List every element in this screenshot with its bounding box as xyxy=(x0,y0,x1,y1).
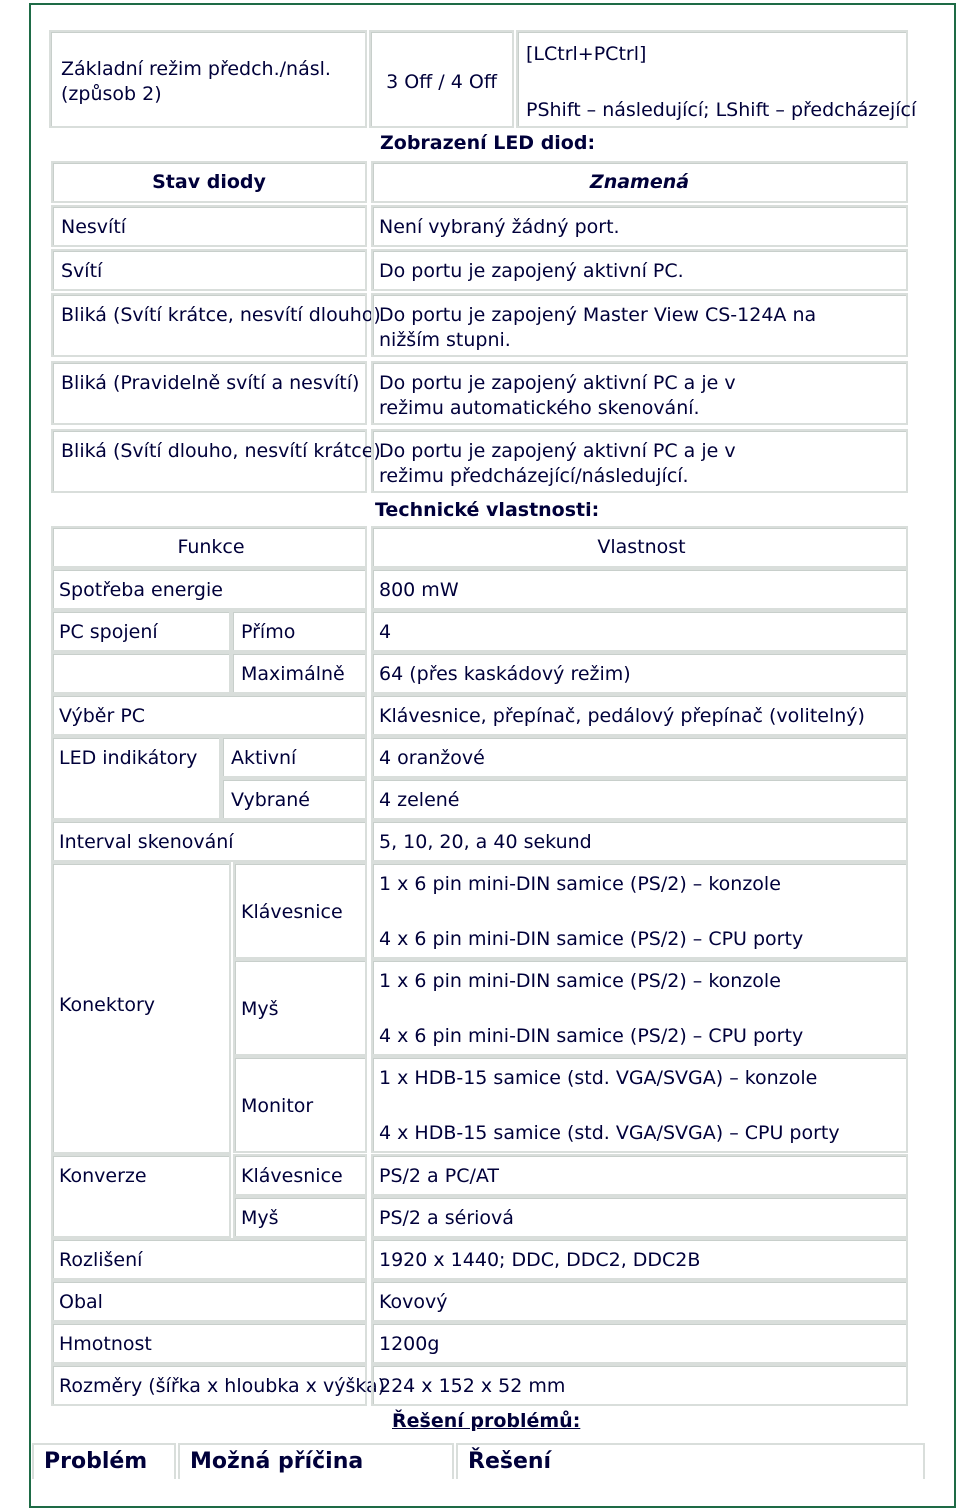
spec-value-cell xyxy=(371,652,908,694)
spec-label-cell xyxy=(51,1238,367,1280)
spec-label-cell xyxy=(51,1280,367,1322)
spec-sublabel-cell xyxy=(233,1056,367,1153)
col-cause: Možná příčina xyxy=(190,1449,364,1474)
spec-value-cell xyxy=(371,1280,908,1322)
led-state-cell-4 xyxy=(51,429,381,493)
led-head-state: Stav diody xyxy=(152,171,266,193)
led-section-title: Zobrazení LED diod: xyxy=(380,132,596,154)
spec-value: 1200g xyxy=(379,1333,440,1355)
spec-label-cell xyxy=(51,1364,386,1406)
spec-value-cell xyxy=(371,694,908,736)
spec-value: 1 x 6 pin mini-DIN samice (PS/2) – konzole xyxy=(379,873,781,895)
spec-value-cell xyxy=(371,1238,908,1280)
spec-value-cell xyxy=(371,736,908,778)
led-meaning: Do portu je zapojený aktivní PC. xyxy=(379,260,684,282)
spec-value: PS/2 a PC/AT xyxy=(379,1165,499,1187)
spec-label: Spotřeba energie xyxy=(59,579,223,601)
led-meaning: Do portu je zapojený Master View CS-124A na nižším stupni. xyxy=(379,304,817,351)
col-solution-cell xyxy=(456,1443,925,1479)
spec-sublabel: Maximálně xyxy=(241,663,345,685)
spec-sublabel-cell xyxy=(231,652,367,694)
spec-label-cell xyxy=(51,1322,367,1364)
spec-sublabel-cell xyxy=(233,959,367,1056)
spec-sublabel-cell xyxy=(231,610,367,652)
spec-sublabel: Klávesnice xyxy=(241,1165,343,1187)
spec-sublabel-cell xyxy=(233,1196,367,1238)
spec-label: LED indikátory xyxy=(59,747,198,769)
spec-value-cell xyxy=(371,820,908,862)
spec-value-cell xyxy=(371,1364,908,1406)
spec-label: Konektory xyxy=(59,994,156,1016)
spec-value-cell xyxy=(371,862,908,959)
spec-value: 1920 x 1440; DDC, DDC2, DDC2B xyxy=(379,1249,701,1271)
spec-value: 1 x HDB-15 samice (std. VGA/SVGA) – konzole xyxy=(379,1067,818,1089)
spec-value-cell xyxy=(371,1196,908,1238)
spec-value-cell xyxy=(371,610,908,652)
led-meaning-cell-3 xyxy=(371,361,908,425)
spec-value: 64 (přes kaskádový režim) xyxy=(379,663,631,685)
spec-value-cell xyxy=(371,568,908,610)
spec-sublabel: Klávesnice xyxy=(241,901,343,923)
troubleshooting-section-title: Řešení problémů: xyxy=(392,1410,581,1432)
spec-label-cell xyxy=(51,820,367,862)
spec-sublabel-cell xyxy=(221,778,367,820)
led-meaning: Není vybraný žádný port. xyxy=(379,216,620,238)
led-state: Nesvítí xyxy=(61,216,127,238)
spec-label: Interval skenování xyxy=(59,831,234,853)
led-head-meaning: Znamená xyxy=(589,171,690,193)
spec-value: 4 x 6 pin mini-DIN samice (PS/2) – CPU porty xyxy=(379,928,804,950)
spec-value: 1 x 6 pin mini-DIN samice (PS/2) – konzole xyxy=(379,970,781,992)
spec-sublabel-cell xyxy=(233,862,367,959)
spec-value: 224 x 152 x 52 mm xyxy=(379,1375,566,1397)
led-state: Bliká (Svítí krátce, nesvítí dlouho) xyxy=(61,304,381,326)
spec-value-cell xyxy=(371,1154,908,1196)
spec-sublabel: Myš xyxy=(241,998,279,1020)
spec-value: 4 xyxy=(379,621,392,643)
spec-sublabel-cell xyxy=(221,736,367,778)
spec-label: Rozměry (šířka x hloubka x výška) xyxy=(59,1375,386,1397)
spec-sublabel: Monitor xyxy=(241,1095,314,1117)
spec-label: PC spojení xyxy=(59,621,158,643)
spec-label-cell xyxy=(51,652,231,694)
spec-sublabel: Přímo xyxy=(241,621,296,643)
spec-sublabel: Aktivní xyxy=(231,747,297,769)
spec-value-cell xyxy=(371,1322,908,1364)
spec-label: Obal xyxy=(59,1291,103,1313)
spec-label-cell xyxy=(51,1154,231,1238)
col-problem-cell xyxy=(32,1443,176,1479)
specs-head-function: Funkce xyxy=(177,536,245,558)
led-meaning-cell-1 xyxy=(371,249,908,291)
spec-value-cell xyxy=(371,959,908,1056)
spec-label: Rozlišení xyxy=(59,1249,143,1271)
col-problem: Problém xyxy=(44,1449,148,1474)
specs-section-title: Technické vlastnosti: xyxy=(375,499,600,521)
mode-label-cell xyxy=(49,30,367,128)
troubleshooting-table-clipped xyxy=(32,1435,925,1479)
spec-value: 5, 10, 20, a 40 sekund xyxy=(379,831,592,853)
mode-value: 3 Off / 4 Off xyxy=(386,71,497,93)
specs-head-property: Vlastnost xyxy=(597,536,686,558)
spec-label-cell xyxy=(51,862,231,1154)
spec-sublabel: Myš xyxy=(241,1207,279,1229)
led-state-cell-2 xyxy=(51,293,381,357)
led-meaning-cell-0 xyxy=(371,205,908,247)
spec-value: PS/2 a sériová xyxy=(379,1207,514,1229)
keys-line-2: PShift – následující; LShift – předcházející xyxy=(526,99,917,121)
spec-label: Konverze xyxy=(59,1165,147,1187)
spec-sublabel-cell xyxy=(233,1154,367,1196)
spec-value: 4 x HDB-15 samice (std. VGA/SVGA) – CPU porty xyxy=(379,1122,840,1144)
specs-head-function-cell xyxy=(51,526,367,568)
mode-label: Základní režim předch./násl. (způsob 2) xyxy=(61,58,331,105)
spec-sublabel: Vybrané xyxy=(231,789,310,811)
led-state-cell-1 xyxy=(51,249,367,291)
mode-value-cell xyxy=(369,30,514,128)
keys-line-1: [LCtrl+PCtrl] xyxy=(526,43,647,65)
spec-value-cell xyxy=(371,1056,908,1153)
led-meaning-cell-2 xyxy=(371,293,908,357)
led-meaning: Do portu je zapojený aktivní PC a je v režimu předcházející/následující. xyxy=(379,440,736,487)
led-state-cell-0 xyxy=(51,205,367,247)
led-state: Svítí xyxy=(61,260,103,282)
col-solution: Řešení xyxy=(468,1449,552,1474)
spec-label-cell xyxy=(51,568,367,610)
led-meaning: Do portu je zapojený aktivní PC a je v režimu automatického skenování. xyxy=(379,372,736,419)
led-meaning-cell-4 xyxy=(371,429,908,493)
led-head-meaning-cell xyxy=(371,161,908,203)
col-cause-cell xyxy=(178,1443,454,1479)
spec-label: Hmotnost xyxy=(59,1333,152,1355)
specs-head-property-cell xyxy=(371,526,908,568)
spec-value: 800 mW xyxy=(379,579,459,601)
spec-value: Klávesnice, přepínač, pedálový přepínač (volitelný) xyxy=(379,705,865,727)
keys-cell xyxy=(516,30,917,128)
spec-label-cell xyxy=(51,694,367,736)
led-state: Bliká (Svítí dlouho, nesvítí krátce) xyxy=(61,440,381,462)
spec-label-cell xyxy=(51,610,231,652)
spec-value: 4 oranžové xyxy=(379,747,485,769)
spec-value: Kovový xyxy=(379,1291,448,1313)
spec-label-cell xyxy=(51,736,221,820)
led-state: Bliká (Pravidelně svítí a nesvítí) xyxy=(61,372,360,394)
spec-value-cell xyxy=(371,778,908,820)
spec-value: 4 zelené xyxy=(379,789,460,811)
led-state-cell-3 xyxy=(51,361,367,425)
led-head-state-cell xyxy=(51,161,367,203)
spec-label: Výběr PC xyxy=(59,705,146,727)
spec-value: 4 x 6 pin mini-DIN samice (PS/2) – CPU porty xyxy=(379,1025,804,1047)
